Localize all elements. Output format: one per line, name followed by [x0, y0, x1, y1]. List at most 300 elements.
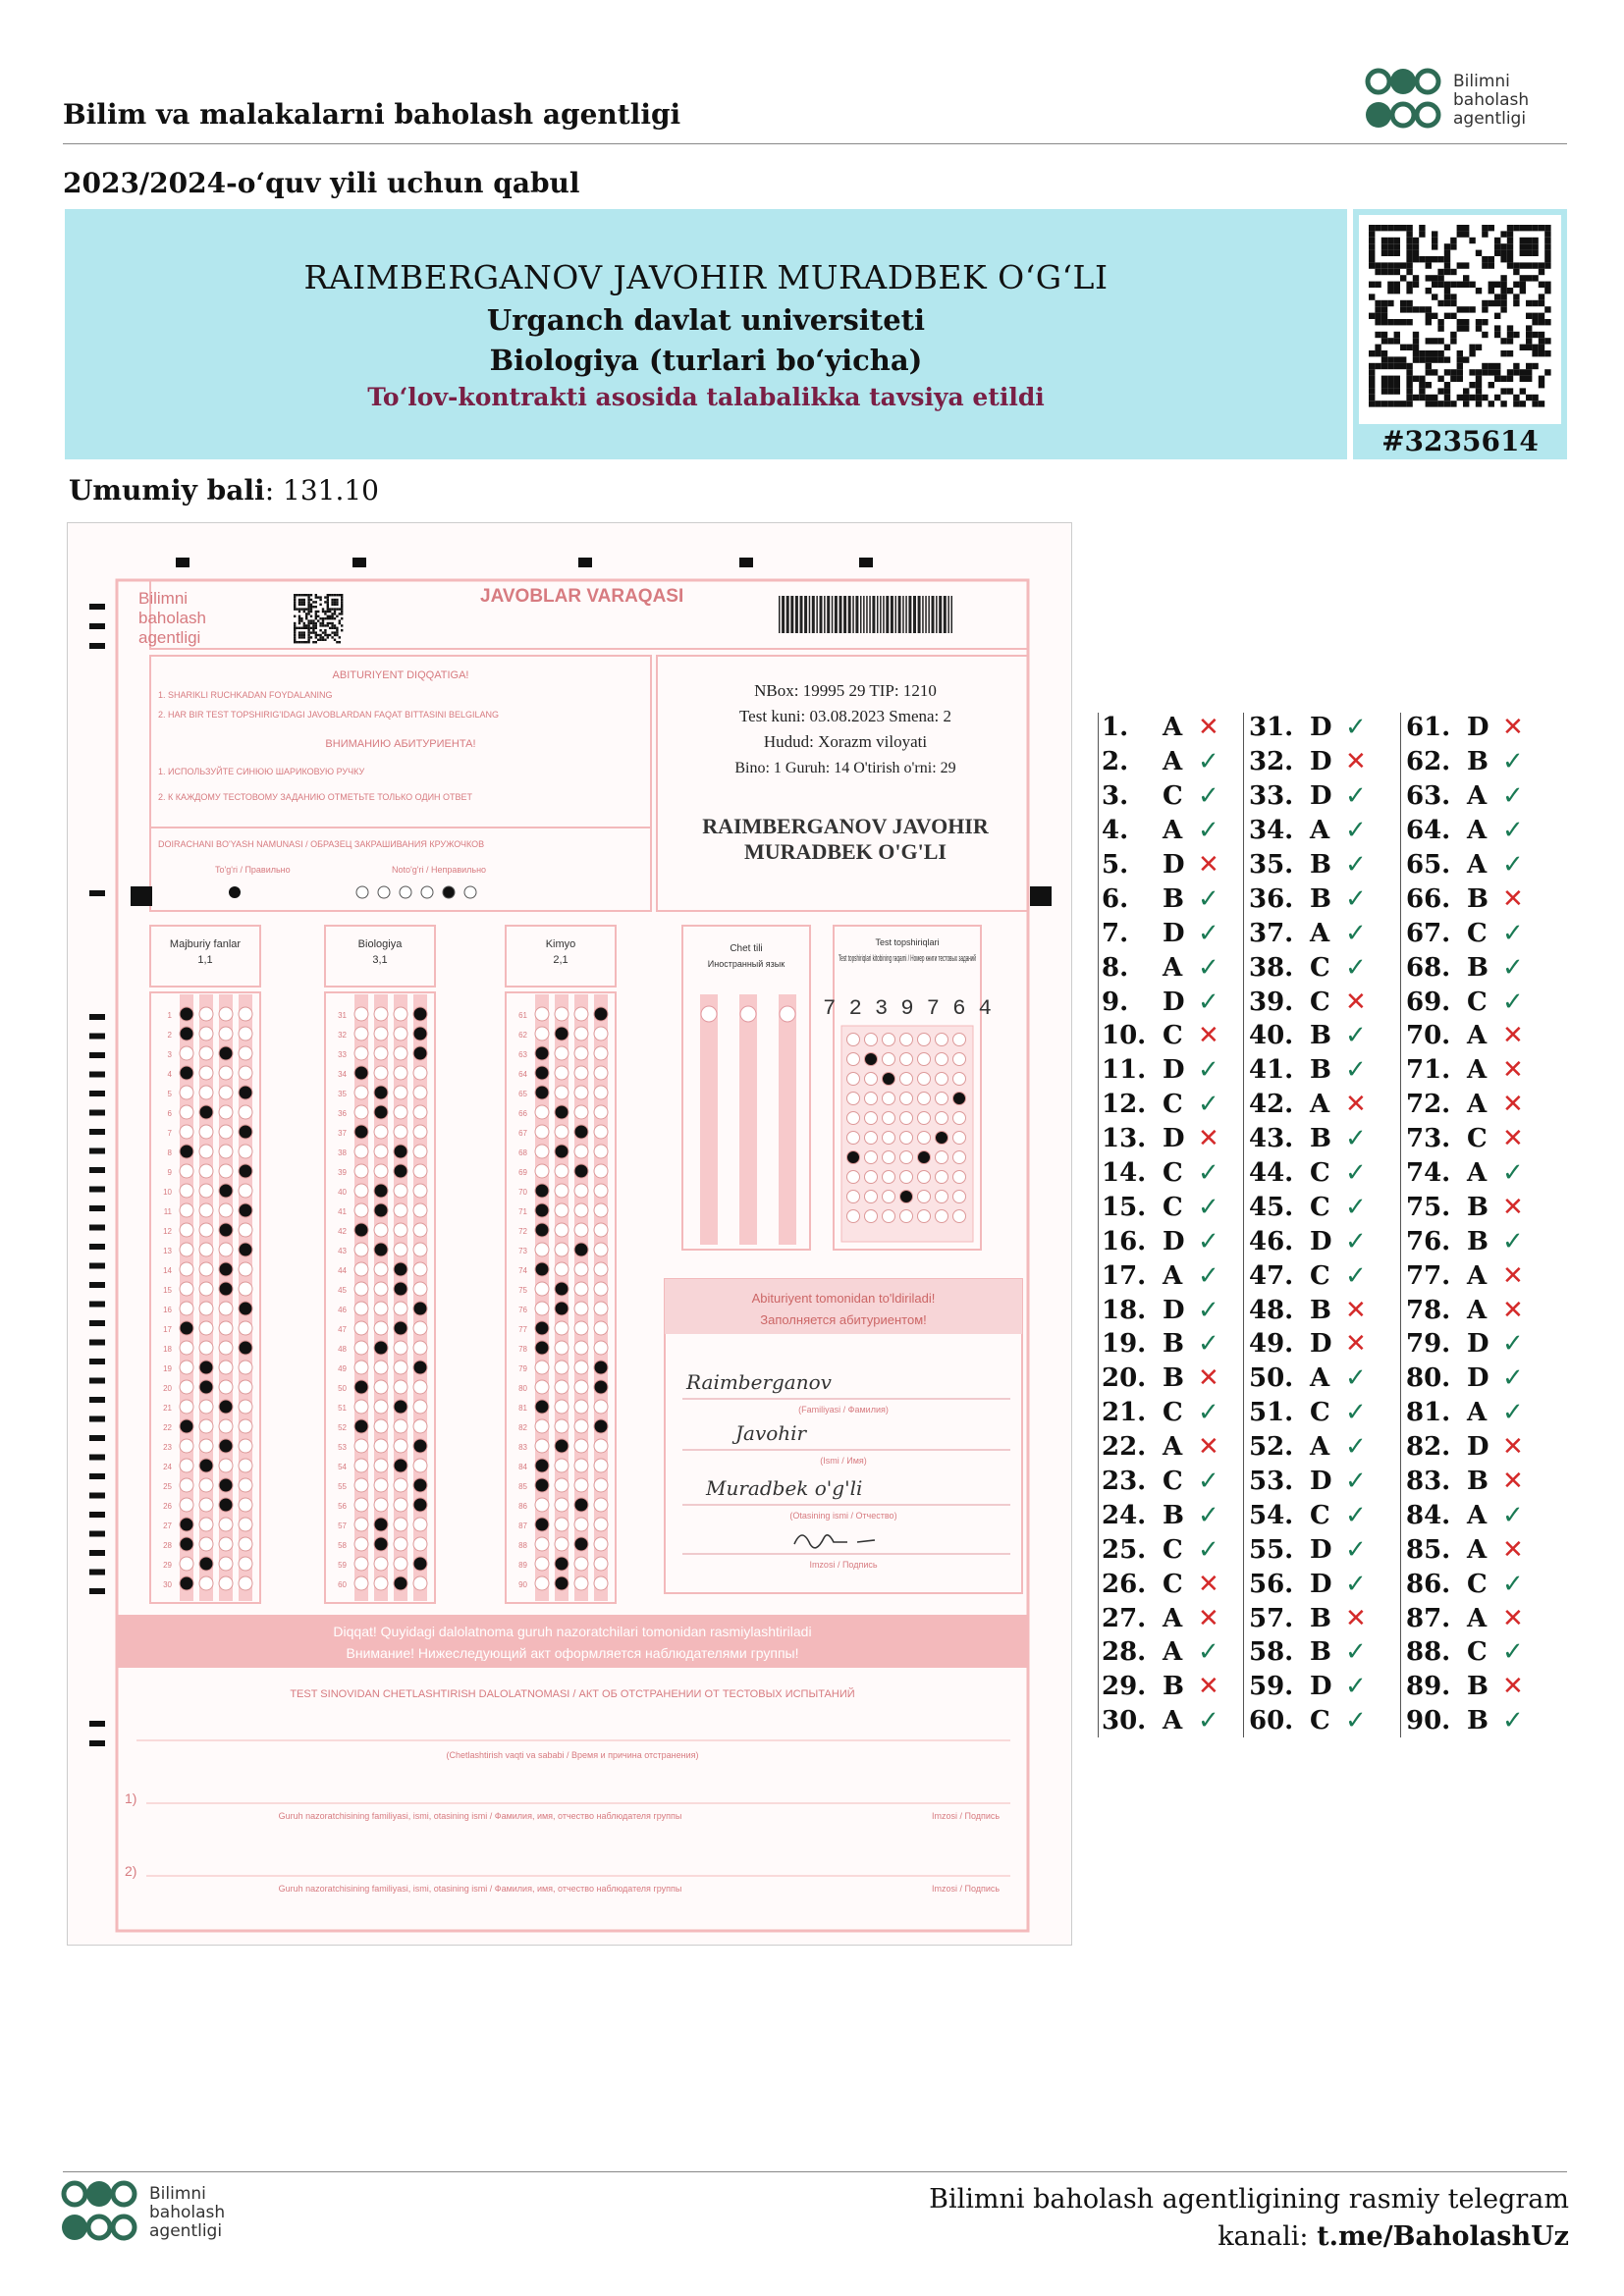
correct-check-icon: ✓ — [1345, 1467, 1367, 1497]
question-number: 38. — [1249, 952, 1294, 983]
answer-row — [1102, 1122, 1261, 1156]
answer-row — [1102, 1396, 1261, 1430]
answer-letter: D — [1310, 1329, 1332, 1360]
wrong-cross-icon: ✕ — [1198, 850, 1219, 880]
question-number: 20. — [1102, 1363, 1147, 1394]
answer-row — [1102, 1053, 1261, 1088]
correct-check-icon: ✓ — [1345, 1021, 1367, 1051]
svg-text:38: 38 — [338, 1148, 347, 1157]
answer-letter: A — [1163, 1260, 1183, 1291]
header-divider — [63, 143, 1567, 144]
answer-letter: D — [1310, 713, 1332, 743]
question-number: 82. — [1406, 1432, 1451, 1463]
svg-text:71: 71 — [518, 1207, 527, 1216]
question-number: 90. — [1406, 1706, 1451, 1736]
answer-letter: C — [1163, 1534, 1183, 1565]
svg-text:23: 23 — [163, 1443, 172, 1452]
wrong-cross-icon: ✕ — [1345, 987, 1367, 1017]
svg-text:31: 31 — [338, 1011, 347, 1020]
question-number: 31. — [1249, 713, 1294, 743]
answer-column — [1249, 711, 1408, 1738]
answer-letter: C — [1310, 1260, 1330, 1291]
university-name: Urganch davlat universiteti — [486, 303, 926, 337]
sheet-block3-sub: 2,1 — [553, 954, 568, 966]
question-number: 1. — [1102, 713, 1129, 743]
answer-row — [1102, 779, 1261, 814]
agency-title: Bilim va malakalarni baholash agentligi — [63, 98, 681, 131]
agency-logo-text: Bilimni baholash agentligi — [1453, 71, 1530, 129]
answer-letter: A — [1467, 781, 1488, 812]
candidate-id: #3235614 — [1381, 425, 1539, 457]
answer-letter: A — [1163, 816, 1183, 846]
svg-text:68: 68 — [518, 1148, 527, 1157]
answer-letter: C — [1163, 1398, 1183, 1428]
svg-text:41: 41 — [338, 1207, 347, 1216]
answer-letter: A — [1467, 1090, 1488, 1120]
question-number: 85. — [1406, 1534, 1451, 1565]
svg-text:66: 66 — [518, 1109, 527, 1118]
svg-text:58: 58 — [338, 1541, 347, 1550]
wrong-cross-icon: ✕ — [1502, 1432, 1524, 1463]
answer-row — [1249, 745, 1408, 779]
svg-text:44: 44 — [338, 1266, 347, 1275]
correct-check-icon: ✓ — [1502, 987, 1524, 1017]
total-score — [69, 474, 379, 507]
svg-text:37: 37 — [338, 1129, 347, 1138]
svg-text:69: 69 — [518, 1168, 527, 1177]
candidate-banner — [65, 209, 1347, 459]
question-number: 41. — [1249, 1055, 1294, 1086]
correct-check-icon: ✓ — [1198, 747, 1219, 777]
svg-text:86: 86 — [518, 1502, 527, 1511]
answer-letter: D — [1310, 781, 1332, 812]
answer-row — [1249, 881, 1408, 916]
sheet-sample-title: DOIRACHANI BO'YASH NAMUNASI / ОБРАЗЕЦ ЗАКРАШИВАНИЯ КРУЖОЧКОВ — [158, 839, 485, 849]
answer-row — [1102, 1498, 1261, 1532]
sheet-seat: Bino: 1 Guruh: 14 O'tirish o'rni: 29 — [734, 760, 956, 776]
question-number: 45. — [1249, 1192, 1294, 1222]
answer-row — [1406, 1258, 1565, 1293]
sheet-wrong-label: Noto'g'ri / Неправильно — [392, 865, 487, 875]
question-number: 12. — [1102, 1090, 1147, 1120]
correct-check-icon: ✓ — [1345, 1055, 1367, 1086]
question-number: 36. — [1249, 883, 1294, 914]
answer-letter: B — [1163, 1672, 1184, 1702]
answer-row — [1406, 814, 1565, 848]
answer-row — [1249, 950, 1408, 985]
question-number: 40. — [1249, 1021, 1294, 1051]
answer-letter: A — [1310, 1090, 1330, 1120]
correct-check-icon: ✓ — [1345, 850, 1367, 880]
answer-row — [1102, 1293, 1261, 1327]
answer-letter: D — [1467, 1432, 1489, 1463]
answer-row — [1406, 1362, 1565, 1396]
svg-text:76: 76 — [518, 1306, 527, 1314]
answer-row — [1406, 1327, 1565, 1362]
question-number: 65. — [1406, 850, 1451, 880]
answer-row — [1249, 1396, 1408, 1430]
question-number: 66. — [1406, 883, 1451, 914]
svg-text:45: 45 — [338, 1286, 347, 1295]
handwritten-signature — [794, 1535, 875, 1548]
answer-row — [1102, 1362, 1261, 1396]
answer-letter: D — [1163, 1226, 1185, 1256]
answer-row — [1406, 1190, 1565, 1224]
sheet-block5: Test topshiriqlari kitobining raqami / Номер книги тестовых заданий — [839, 953, 976, 963]
sheet-block1-sub: 1,1 — [197, 954, 213, 966]
correct-check-icon: ✓ — [1502, 1637, 1524, 1668]
sheet-name-line2: MURADBEK O'G'LI — [744, 839, 947, 864]
wrong-cross-icon: ✕ — [1198, 1603, 1219, 1633]
question-number: 26. — [1102, 1569, 1147, 1599]
answer-row — [1102, 1156, 1261, 1191]
wrong-cross-icon: ✕ — [1502, 1295, 1524, 1325]
svg-text:49: 49 — [338, 1364, 347, 1373]
question-number: 53. — [1249, 1467, 1294, 1497]
answer-letter: D — [1163, 1055, 1185, 1086]
sheet-removal-title: TEST SINOVIDAN CHETLASHTIRISH DALOLATNOMASI / АКТ ОБ ОТСТРАНЕНИИ ОТ ТЕСТОВЫХ ИСПЫТАНИЙ — [290, 1688, 855, 1700]
svg-text:79: 79 — [518, 1364, 527, 1373]
wrong-cross-icon: ✕ — [1502, 1534, 1524, 1565]
wrong-cross-icon: ✕ — [1502, 1603, 1524, 1633]
sheet-correct-label: To'g'ri / Правильно — [215, 865, 291, 875]
correct-check-icon: ✓ — [1198, 1467, 1219, 1497]
sheet-filled-title-ru: Заполняется абитуриентом! — [760, 1312, 927, 1327]
correct-check-icon: ✓ — [1198, 987, 1219, 1017]
svg-text:64: 64 — [518, 1070, 527, 1079]
question-number: 86. — [1406, 1569, 1451, 1599]
answer-row — [1102, 1430, 1261, 1465]
question-number: 51. — [1249, 1398, 1294, 1428]
answer-row — [1102, 950, 1261, 985]
answer-letter: C — [1163, 781, 1183, 812]
candidate-name: RAIMBERGANOV JAVOHIR MURADBEK O‘G‘LI — [303, 258, 1109, 296]
sheet-removal-reason: (Chetlashtirish vaqti va sababi / Время и причина отстранения) — [446, 1750, 699, 1760]
svg-text:65: 65 — [518, 1090, 527, 1098]
wrong-cross-icon: ✕ — [1198, 1363, 1219, 1394]
svg-text:72: 72 — [518, 1227, 527, 1236]
answer-letter: D — [1310, 1534, 1332, 1565]
answer-letter: A — [1467, 1021, 1488, 1051]
answer-letter: B — [1163, 1500, 1184, 1530]
answer-letter: D — [1310, 747, 1332, 777]
question-number: 19. — [1102, 1329, 1147, 1360]
svg-text:51: 51 — [338, 1404, 347, 1413]
svg-text:63: 63 — [518, 1050, 527, 1059]
sheet-n2: 2) — [125, 1863, 137, 1879]
question-number: 87. — [1406, 1603, 1451, 1633]
question-number: 58. — [1249, 1637, 1294, 1668]
sheet-attention: ABITURIYENT DIQQATIGA! — [332, 669, 469, 681]
svg-text:57: 57 — [338, 1522, 347, 1530]
sheet-observer-label-2: Guruh nazoratchisining familiyasi, ismi, otasining ismi / Фамилия, имя, отчество наблюдателя группы — [278, 1884, 682, 1894]
wrong-cross-icon: ✕ — [1502, 1467, 1524, 1497]
correct-check-icon: ✓ — [1345, 1569, 1367, 1599]
question-number: 27. — [1102, 1603, 1147, 1633]
answer-letter: A — [1467, 1158, 1488, 1189]
svg-text:16: 16 — [163, 1306, 172, 1314]
svg-text:4: 4 — [167, 1070, 172, 1079]
answer-row — [1249, 1362, 1408, 1396]
svg-text:90: 90 — [518, 1580, 527, 1589]
question-number: 15. — [1102, 1192, 1147, 1222]
svg-text:55: 55 — [338, 1482, 347, 1491]
question-number: 80. — [1406, 1363, 1451, 1394]
svg-text:28: 28 — [163, 1541, 172, 1550]
answer-letter: C — [1163, 1021, 1183, 1051]
svg-text:1: 1 — [167, 1011, 172, 1020]
svg-text:50: 50 — [338, 1384, 347, 1393]
answer-letter: D — [1163, 918, 1185, 948]
question-number: 47. — [1249, 1260, 1294, 1291]
svg-text:9: 9 — [167, 1168, 172, 1177]
correct-check-icon: ✓ — [1502, 747, 1524, 777]
wrong-cross-icon: ✕ — [1198, 713, 1219, 743]
answer-row — [1406, 1293, 1565, 1327]
answer-letter: A — [1163, 1603, 1183, 1633]
sheet-logo-line3: agentligi — [138, 628, 201, 647]
question-number: 84. — [1406, 1500, 1451, 1530]
answer-letter: C — [1163, 1569, 1183, 1599]
answer-row — [1102, 814, 1261, 848]
sheet-book-number: 7 2 3 9 7 6 4 — [823, 996, 992, 1021]
svg-text:81: 81 — [518, 1404, 527, 1413]
svg-text:74: 74 — [518, 1266, 527, 1275]
correct-check-icon: ✓ — [1198, 1295, 1219, 1325]
correct-check-icon: ✓ — [1198, 1158, 1219, 1189]
correct-check-icon: ✓ — [1198, 952, 1219, 983]
answer-row — [1249, 1430, 1408, 1465]
answer-letter: C — [1310, 952, 1330, 983]
answer-row — [1406, 1224, 1565, 1258]
svg-text:61: 61 — [518, 1011, 527, 1020]
answer-row — [1249, 1670, 1408, 1704]
correct-check-icon: ✓ — [1345, 1158, 1367, 1189]
question-number: 14. — [1102, 1158, 1147, 1189]
question-number: 60. — [1249, 1706, 1294, 1736]
answer-row — [1102, 1635, 1261, 1670]
svg-text:34: 34 — [338, 1070, 347, 1079]
question-number: 24. — [1102, 1500, 1147, 1530]
answer-letter: A — [1467, 816, 1488, 846]
correct-check-icon: ✓ — [1345, 1432, 1367, 1463]
svg-text:14: 14 — [163, 1266, 172, 1275]
correct-check-icon: ✓ — [1345, 883, 1367, 914]
answer-letter: B — [1467, 1467, 1489, 1497]
wrong-cross-icon: ✕ — [1345, 1603, 1367, 1633]
admission-status: To‘lov-kontrakti asosida talabalikka tavsiya etildi — [367, 383, 1045, 411]
answer-letter: A — [1163, 1637, 1183, 1668]
question-number: 49. — [1249, 1329, 1294, 1360]
sheet-block2: Biologiya — [357, 938, 403, 950]
svg-text:43: 43 — [338, 1247, 347, 1255]
question-number: 2. — [1102, 747, 1129, 777]
answer-row — [1102, 881, 1261, 916]
question-number: 3. — [1102, 781, 1129, 812]
answer-column — [1406, 711, 1565, 1738]
question-number: 74. — [1406, 1158, 1451, 1189]
correct-check-icon: ✓ — [1345, 1672, 1367, 1702]
question-number: 17. — [1102, 1260, 1147, 1291]
answer-letter: A — [1310, 918, 1330, 948]
question-number: 88. — [1406, 1637, 1451, 1668]
footer-line2: kanali: t.me/BaholashUz — [1218, 2221, 1569, 2252]
answer-row — [1406, 779, 1565, 814]
svg-text:35: 35 — [338, 1090, 347, 1098]
question-number: 81. — [1406, 1398, 1451, 1428]
answer-column — [1102, 711, 1261, 1738]
answer-row — [1249, 1190, 1408, 1224]
correct-check-icon: ✓ — [1198, 816, 1219, 846]
question-number: 48. — [1249, 1295, 1294, 1325]
wrong-cross-icon: ✕ — [1502, 1192, 1524, 1222]
sheet-sig-surname-label: (Familiyasi / Фамилия) — [798, 1405, 889, 1415]
question-number: 33. — [1249, 781, 1294, 812]
answer-row — [1406, 1396, 1565, 1430]
sheet-observer-label-1: Guruh nazoratchisining familiyasi, ismi, otasining ismi / Фамилия, имя, отчество наблюдателя группы — [278, 1811, 682, 1821]
agency-logo — [1365, 65, 1529, 135]
qr-code — [1359, 215, 1561, 424]
answer-row — [1406, 985, 1565, 1019]
correct-check-icon: ✓ — [1198, 1706, 1219, 1736]
svg-text:19: 19 — [163, 1364, 172, 1373]
question-number: 64. — [1406, 816, 1451, 846]
answer-row — [1102, 1327, 1261, 1362]
correct-check-icon: ✓ — [1345, 1192, 1367, 1222]
question-number: 43. — [1249, 1124, 1294, 1154]
sheet-region: Hudud: Xorazm viloyati — [763, 732, 928, 751]
answer-row — [1406, 1088, 1565, 1122]
question-number: 25. — [1102, 1534, 1147, 1565]
answer-letter: C — [1310, 1706, 1330, 1736]
correct-check-icon: ✓ — [1198, 781, 1219, 812]
svg-text:17: 17 — [163, 1325, 172, 1334]
svg-text:46: 46 — [338, 1306, 347, 1314]
wrong-cross-icon: ✕ — [1502, 1124, 1524, 1154]
answer-row — [1102, 848, 1261, 882]
sheet-warning-ru: Внимание! Нижеследующий акт оформляется наблюдателями группы! — [346, 1645, 799, 1661]
question-number: 39. — [1249, 987, 1294, 1017]
question-number: 70. — [1406, 1021, 1451, 1051]
wrong-cross-icon: ✕ — [1502, 713, 1524, 743]
answer-row — [1406, 950, 1565, 985]
question-number: 46. — [1249, 1226, 1294, 1256]
answer-row — [1249, 814, 1408, 848]
svg-text:70: 70 — [518, 1188, 527, 1197]
wrong-cross-icon: ✕ — [1502, 883, 1524, 914]
footer-logo-text: Bilimni baholash agentligi — [149, 2183, 226, 2241]
svg-text:22: 22 — [163, 1423, 172, 1432]
answer-row — [1406, 1567, 1565, 1601]
footer-logo-icon — [61, 2177, 137, 2248]
correct-check-icon: ✓ — [1345, 1226, 1367, 1256]
answer-row — [1406, 1532, 1565, 1567]
answer-letter: C — [1163, 1158, 1183, 1189]
sheet-warning: Diqqat! Quyidagi dalolatnoma guruh nazoratchilari tomonidan rasmiylashtiriladi — [333, 1624, 812, 1639]
answer-row — [1406, 1122, 1565, 1156]
question-number: 61. — [1406, 713, 1451, 743]
answer-letter: A — [1467, 1260, 1488, 1291]
svg-text:87: 87 — [518, 1522, 527, 1530]
svg-text:56: 56 — [338, 1502, 347, 1511]
svg-text:3: 3 — [167, 1050, 172, 1059]
wrong-cross-icon: ✕ — [1502, 1672, 1524, 1702]
answer-letter: C — [1467, 1569, 1488, 1599]
svg-text:59: 59 — [338, 1561, 347, 1570]
answer-row — [1249, 848, 1408, 882]
answer-letter: D — [1467, 1329, 1489, 1360]
svg-text:27: 27 — [163, 1522, 172, 1530]
answer-letter: B — [1310, 1055, 1331, 1086]
answer-letter: B — [1310, 850, 1331, 880]
question-number: 21. — [1102, 1398, 1147, 1428]
answer-letter: C — [1163, 1090, 1183, 1120]
answer-letter: B — [1467, 1672, 1489, 1702]
svg-text:60: 60 — [338, 1580, 347, 1589]
answer-letter: D — [1310, 1569, 1332, 1599]
wrong-cross-icon: ✕ — [1198, 1021, 1219, 1051]
answer-row — [1249, 1053, 1408, 1088]
question-number: 72. — [1406, 1090, 1451, 1120]
svg-text:8: 8 — [167, 1148, 172, 1157]
answer-row — [1406, 1601, 1565, 1635]
answer-letter: B — [1310, 1124, 1331, 1154]
answer-letter: D — [1163, 1295, 1185, 1325]
question-number: 54. — [1249, 1500, 1294, 1530]
answer-letter: A — [1467, 1500, 1488, 1530]
question-number: 13. — [1102, 1124, 1147, 1154]
correct-check-icon: ✓ — [1198, 918, 1219, 948]
svg-text:85: 85 — [518, 1482, 527, 1491]
answer-letter: B — [1467, 747, 1489, 777]
answer-letter: B — [1467, 1192, 1489, 1222]
answer-row — [1249, 1465, 1408, 1499]
answer-letter: B — [1310, 1637, 1331, 1668]
answer-letter: D — [1163, 987, 1185, 1017]
total-score-label: Umumiy bali — [69, 474, 265, 507]
answer-letter: A — [1163, 1432, 1183, 1463]
answer-row — [1249, 1156, 1408, 1191]
telegram-link[interactable]: t.me/BaholashUz — [1317, 2221, 1569, 2252]
correct-check-icon: ✓ — [1502, 1398, 1524, 1428]
sheet-block3: Kimyo — [545, 938, 576, 950]
question-number: 75. — [1406, 1192, 1451, 1222]
answer-row — [1249, 1567, 1408, 1601]
correct-check-icon: ✓ — [1345, 1260, 1367, 1291]
sheet-block4-sub: Иностранный язык — [707, 959, 785, 969]
answer-letter: A — [1310, 816, 1330, 846]
answer-letter: B — [1467, 952, 1489, 983]
answer-row — [1406, 916, 1565, 950]
correct-check-icon: ✓ — [1198, 1329, 1219, 1360]
answer-row — [1406, 1670, 1565, 1704]
wrong-cross-icon: ✕ — [1345, 1090, 1367, 1120]
question-number: 16. — [1102, 1226, 1147, 1256]
answer-letter: D — [1163, 850, 1185, 880]
answer-row — [1102, 711, 1261, 745]
answer-letter: B — [1467, 1706, 1489, 1736]
answer-row — [1102, 1532, 1261, 1567]
answer-letter: A — [1467, 1534, 1488, 1565]
answer-row — [1406, 745, 1565, 779]
answer-row — [1249, 1019, 1408, 1053]
question-number: 6. — [1102, 883, 1129, 914]
answer-row — [1249, 1327, 1408, 1362]
correct-check-icon: ✓ — [1345, 1637, 1367, 1668]
answer-row — [1102, 1465, 1261, 1499]
question-number: 42. — [1249, 1090, 1294, 1120]
svg-text:53: 53 — [338, 1443, 347, 1452]
